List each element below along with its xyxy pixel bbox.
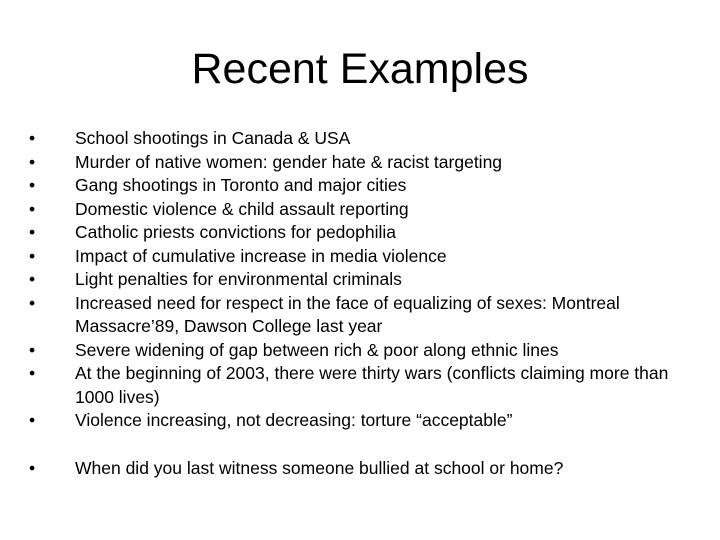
bullet-icon: • — [29, 269, 36, 289]
bullet-icon: • — [29, 410, 36, 430]
list-item — [29, 457, 689, 481]
list-item-text: When did you last witness someone bullied at school or home? — [75, 457, 564, 478]
list-item-text: Domestic violence & child assault reporting — [75, 198, 409, 219]
list-item — [29, 292, 689, 339]
bullet-icon: • — [29, 222, 36, 242]
bullet-icon: • — [29, 175, 36, 195]
list-item — [29, 221, 689, 245]
bullet-list — [29, 127, 689, 480]
list-item — [29, 245, 689, 269]
list-item-text: Violence increasing, not decreasing: torture “acceptable” — [75, 410, 513, 430]
list-item-text: Murder of native women: gender hate & racist targeting — [75, 151, 503, 172]
bullet-icon: • — [29, 245, 36, 266]
bullet-icon: • — [29, 457, 36, 478]
bullet-icon: • — [29, 292, 36, 313]
bullet-icon: • — [29, 198, 36, 219]
list-item-text: Gang shootings in Toronto and major cities — [75, 175, 407, 195]
list-item-text: Increased need for respect in the face of equalizing of sexes: Montreal Massacre’89, Dawson College last year — [75, 292, 620, 336]
list-item-text: School shootings in Canada & USA — [75, 128, 351, 148]
list-item-text: Impact of cumulative increase in media violence — [75, 245, 447, 266]
list-item-text: Catholic priests convictions for pedophilia — [75, 222, 396, 242]
bullet-icon: • — [29, 128, 36, 148]
list-item — [29, 174, 689, 198]
list-item — [29, 151, 689, 175]
slide-title: Recent Examples — [191, 45, 529, 93]
list-item-text: Severe widening of gap between rich & poor along ethnic lines — [75, 339, 559, 360]
list-item-text: Light penalties for environmental criminals — [75, 269, 402, 289]
list-item — [29, 362, 689, 409]
list-item — [29, 198, 689, 222]
bullet-icon: • — [29, 363, 36, 383]
bullet-icon: • — [29, 151, 36, 172]
list-item — [29, 268, 689, 292]
list-item — [29, 127, 689, 151]
bullet-icon: • — [29, 339, 36, 360]
list-item-text: At the beginning of 2003, there were thirty wars (conflicts claiming more than 1000 lives) — [75, 363, 669, 407]
list-item — [29, 409, 689, 433]
list-item — [29, 339, 689, 363]
